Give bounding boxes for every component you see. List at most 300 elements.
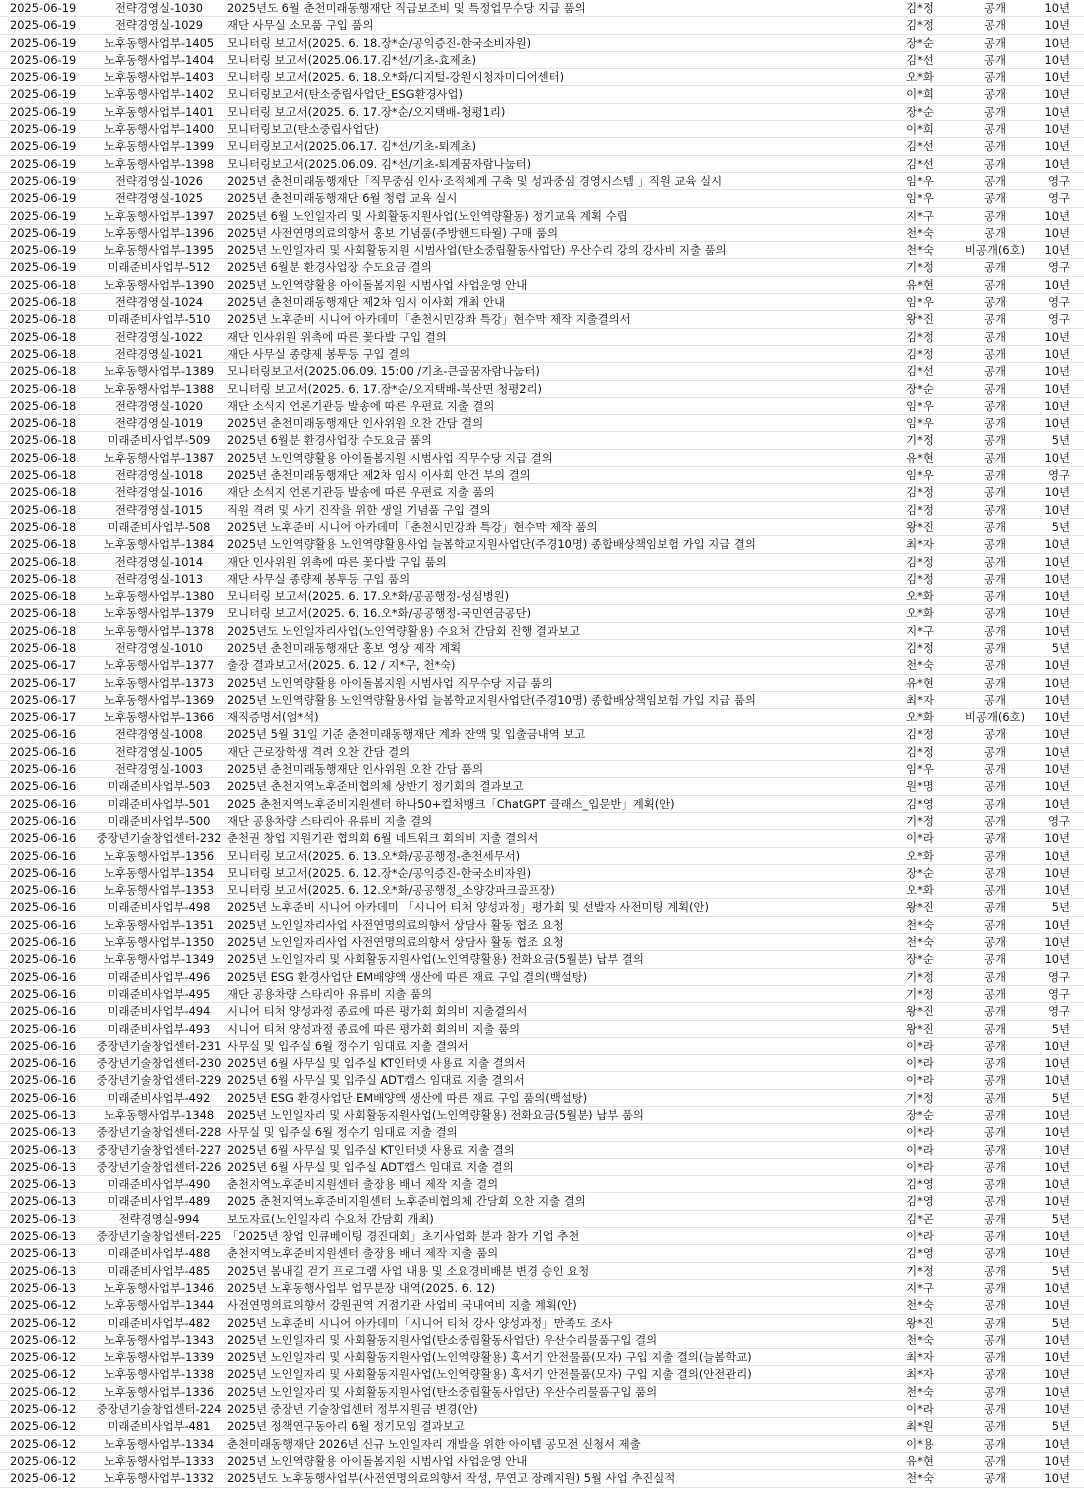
doc-number-cell: 전략경영실-1010 <box>114 640 204 655</box>
title-cell[interactable]: 모니터링 보고서(2025. 6. 16.오*화/공공행정-국민연금공단) <box>227 606 532 621</box>
doc-number-cell: 전략경영실-1022 <box>114 329 204 344</box>
retention-cell: 5년 <box>1051 433 1070 448</box>
title-cell[interactable]: 춘천미래동행재단 2026년 신규 노인일자리 개발을 위한 아이템 공모전 신청서 제출 <box>227 1436 641 1451</box>
doc-number-cell: 노후동행사업부-1378 <box>103 623 215 638</box>
table-row[interactable] <box>0 692 1084 709</box>
table-row[interactable] <box>0 1436 1084 1453</box>
table-row[interactable] <box>0 1401 1084 1418</box>
table-row[interactable] <box>0 1263 1084 1280</box>
retention-cell: 10년 <box>1044 1350 1070 1365</box>
table-row[interactable] <box>0 242 1084 259</box>
date-cell: 2025-06-19 <box>10 139 77 154</box>
table-row[interactable] <box>0 554 1084 571</box>
table-row[interactable] <box>0 778 1084 795</box>
table-row[interactable] <box>0 311 1084 328</box>
title-cell[interactable]: 2025년 노인일자리 및 사회활동지원 시범사업(탄소중립활동사업단) 우산수리 강의 강사비 지출 품의 <box>227 243 727 258</box>
table-row[interactable] <box>0 1107 1084 1124</box>
title-cell[interactable]: 2025년 춘천미래동행재단 인사위원 오찬 간담 결의 <box>227 416 484 431</box>
retention-cell: 10년 <box>1044 831 1070 846</box>
table-row[interactable] <box>0 398 1084 415</box>
table-row[interactable] <box>0 69 1084 86</box>
visibility-cell: 공개 <box>983 1436 1006 1451</box>
table-row[interactable] <box>0 519 1084 536</box>
date-cell: 2025-06-18 <box>10 450 77 465</box>
table-row[interactable] <box>0 0 1084 17</box>
table-row[interactable] <box>0 484 1084 501</box>
title-cell[interactable]: 2025년 노인일자리 및 사회활동지원사업(탄소중립활동사업단) 우산수리물품구입 결의 <box>227 1332 658 1347</box>
title-cell[interactable]: 2025년 노인역량활용 아이돌봄지원 시범사업 직무수당 지급 품의 <box>227 675 553 690</box>
doc-number-cell: 노후동행사업부-1397 <box>103 208 215 223</box>
visibility-cell: 공개 <box>983 658 1006 673</box>
date-cell: 2025-06-16 <box>10 865 77 880</box>
table-row[interactable] <box>0 190 1084 207</box>
visibility-cell: 공개 <box>983 433 1006 448</box>
table-row[interactable] <box>0 744 1084 761</box>
table-row[interactable] <box>0 1418 1084 1435</box>
author-cell: 왕*진 <box>906 900 934 915</box>
title-cell[interactable]: 2025년 노인역량활용 아이돌봄지원 시범사업 사업운영 안내 <box>227 1453 528 1468</box>
retention-cell: 10년 <box>1044 1332 1070 1347</box>
retention-cell: 10년 <box>1044 1246 1070 1261</box>
title-cell[interactable]: 「2025년 창업 인큐베이팅 경진대회」초기사업화 분과 참가 기업 추천 <box>227 1229 580 1244</box>
title-cell[interactable]: 2025년 노후동행사업부 업무분장 내역(2025. 6. 12) <box>227 1280 495 1295</box>
title-cell[interactable]: 보도자료(노인일자리 수요처 간담회 개최) <box>227 1211 434 1226</box>
table-row[interactable] <box>0 588 1084 605</box>
title-cell[interactable]: 2025년 춘천미래동행재단 홍보 영상 제작 계획 <box>227 640 462 655</box>
date-cell: 2025-06-13 <box>10 1194 77 1209</box>
author-cell: 김*정 <box>906 18 934 33</box>
visibility-cell: 공개 <box>983 554 1006 569</box>
retention-cell: 영구 <box>1047 295 1070 310</box>
author-cell: 김*영 <box>906 1177 934 1192</box>
title-cell[interactable]: 2025년 노인일자리 및 사회활동지원사업(노인역량활용) 전화요금(5월분) 납부 품의 <box>227 1108 644 1122</box>
doc-number-cell: 전략경영실-1019 <box>114 416 204 431</box>
table-row[interactable] <box>0 121 1084 138</box>
retention-cell: 영구 <box>1047 260 1070 275</box>
title-cell[interactable]: 2025년 춘천지역노후준비협의체 상반기 정기회의 결과보고 <box>227 779 524 794</box>
title-cell[interactable]: 2025년 6월 사무실 및 입주실 KT인터넷 사용료 지출 결의 <box>227 1142 515 1157</box>
author-cell: 김*정 <box>906 554 934 569</box>
table-row[interactable] <box>0 882 1084 899</box>
title-cell[interactable]: 재단 사무실 종량제 봉투등 구입 결의 <box>227 346 411 361</box>
title-cell[interactable]: 2025 춘천지역노후준비지원센터 노후준비협의체 간담회 오찬 지출 결의 <box>227 1194 586 1209</box>
retention-cell: 10년 <box>1044 1298 1070 1313</box>
title-cell[interactable]: 재단 공용차량 스타리아 유류비 지출 품의 <box>227 986 433 1001</box>
title-cell[interactable]: 2025년 노인역량활용 아이돌봄지원 시범사업 직무수당 지급 결의 <box>227 450 553 465</box>
doc-number-cell: 노후동행사업부-1350 <box>103 935 215 950</box>
table-row[interactable] <box>0 467 1084 484</box>
table-row[interactable] <box>0 1055 1084 1072</box>
table-row[interactable] <box>0 813 1084 830</box>
title-cell[interactable]: 2025년 6월 사무실 및 입주실 ADT캡스 임대료 지출 결의 <box>227 1159 514 1174</box>
visibility-cell: 비공개(6호) <box>964 243 1026 258</box>
table-row[interactable] <box>0 1211 1084 1228</box>
table-row[interactable] <box>0 536 1084 553</box>
table-row[interactable] <box>0 329 1084 346</box>
doc-number-cell: 노후동행사업부-1333 <box>103 1453 215 1468</box>
visibility-cell: 공개 <box>983 346 1006 361</box>
table-row[interactable] <box>0 502 1084 519</box>
date-cell: 2025-06-16 <box>10 813 77 828</box>
table-row[interactable] <box>0 1038 1084 1055</box>
title-cell[interactable]: 2025년 ESG 환경사업단 EM배양액 생산에 따른 재료 구입 품의(백설탕) <box>227 1090 588 1105</box>
visibility-cell: 공개 <box>983 900 1006 915</box>
title-cell[interactable]: 재단 사무실 종량제 봉투등 구입 품의 <box>227 571 411 586</box>
table-row[interactable] <box>0 605 1084 622</box>
table-row[interactable] <box>0 52 1084 69</box>
doc-number-cell: 노후동행사업부-1399 <box>103 139 215 154</box>
table-row[interactable] <box>0 432 1084 449</box>
table-row[interactable] <box>0 709 1084 726</box>
title-cell[interactable]: 재단 공용차량 스타리아 유류비 지출 결의 <box>227 813 433 828</box>
table-row[interactable] <box>0 848 1084 865</box>
visibility-cell: 공개 <box>983 364 1006 379</box>
visibility-cell: 공개 <box>983 1229 1006 1244</box>
title-cell[interactable]: 출장 결과보고서(2025. 6. 12 / 지*구, 천*숙) <box>227 658 456 673</box>
title-cell[interactable]: 직원 격려 및 사기 진작을 위한 생일 기념품 구입 결의 <box>227 502 491 517</box>
table-row[interactable] <box>0 450 1084 467</box>
table-row[interactable] <box>0 86 1084 103</box>
doc-number-cell: 중장년기술창업센터-226 <box>96 1159 222 1174</box>
visibility-cell: 비공개(6호) <box>964 710 1026 725</box>
date-cell: 2025-06-12 <box>10 1402 77 1417</box>
date-cell: 2025-06-19 <box>10 87 77 102</box>
doc-number-cell: 노후동행사업부-1398 <box>103 156 215 171</box>
table-row[interactable] <box>0 1090 1084 1107</box>
date-cell: 2025-06-13 <box>10 1280 77 1295</box>
retention-cell: 10년 <box>1044 1125 1070 1140</box>
author-cell: 오*화 <box>906 710 934 725</box>
retention-cell: 10년 <box>1044 450 1070 465</box>
retention-cell: 10년 <box>1044 865 1070 880</box>
title-cell[interactable]: 2025년 정책연구동아리 6월 정기모임 결과보고 <box>227 1419 465 1434</box>
table-row[interactable] <box>0 1470 1084 1487</box>
date-cell: 2025-06-16 <box>10 986 77 1001</box>
table-row[interactable] <box>0 104 1084 121</box>
retention-cell: 5년 <box>1051 1419 1070 1434</box>
title-cell[interactable]: 춘천지역노후준비지원센터 출장용 배너 제작 지출 결의 <box>227 1177 499 1192</box>
table-row[interactable] <box>0 934 1084 951</box>
retention-cell: 10년 <box>1044 1073 1070 1088</box>
title-cell[interactable]: 모니터링 보고서(2025.06.17.김*선/기초-효제초) <box>227 52 477 67</box>
title-cell[interactable]: 재단 인사위원 위촉에 따른 꽃다발 구입 결의 <box>227 329 447 344</box>
visibility-cell: 공개 <box>983 865 1006 880</box>
title-cell[interactable]: 2025년 노인역량활용 노인역량활용사업 늘봄학교지원사업단(주경10명) 종합배상책임보험 가입 지급 결의 <box>227 537 756 552</box>
doc-number-cell: 노후동행사업부-1369 <box>103 692 215 707</box>
retention-cell: 10년 <box>1044 952 1070 967</box>
title-cell[interactable]: 2025년 춘천미래동행재단 6월 청렴 교육 실시 <box>227 191 458 206</box>
table-row[interactable] <box>0 1280 1084 1297</box>
date-cell: 2025-06-18 <box>10 312 77 327</box>
retention-cell: 10년 <box>1044 1471 1070 1486</box>
retention-cell: 10년 <box>1044 277 1070 292</box>
table-row[interactable] <box>0 1124 1084 1141</box>
table-row[interactable] <box>0 640 1084 657</box>
visibility-cell: 공개 <box>983 1125 1006 1140</box>
date-cell: 2025-06-19 <box>10 191 77 206</box>
table-row[interactable] <box>0 294 1084 311</box>
title-cell[interactable]: 2025년 6월 사무실 및 입주실 ADT캡스 임대료 지출 결의서 <box>227 1073 525 1088</box>
table-row[interactable] <box>0 35 1084 52</box>
date-cell: 2025-06-18 <box>10 519 77 534</box>
title-cell[interactable]: 모니터링 보고서(2025. 6. 12.장*순/공익증진-한국소비자원) <box>227 865 532 880</box>
retention-cell: 5년 <box>1051 519 1070 534</box>
date-cell: 2025-06-12 <box>10 1315 77 1330</box>
title-cell[interactable]: 모니터링보고서(탄소중립사업단_ESG환경사업) <box>227 87 463 102</box>
table-row[interactable] <box>0 571 1084 588</box>
title-cell[interactable]: 2025년 5월 31일 기준 춘천미래동행재단 계좌 잔액 및 입출금내역 보고 <box>227 727 586 742</box>
title-cell[interactable]: 2025년 노인역량활용 노인역량활용사업 늘봄학교지원사업단(주경10명) 종합배상책임보험 가입 지급 품의 <box>227 692 756 707</box>
title-cell[interactable]: 모니터링 보고서(2025. 6. 12.오*화/공공행정_소양강파크골프장) <box>227 883 555 898</box>
table-row[interactable] <box>0 1159 1084 1176</box>
table-row[interactable] <box>0 657 1084 674</box>
title-cell[interactable]: 2025년 노인일자리사업 사전연명의료의향서 상담사 활동 협조 요청 <box>227 935 564 950</box>
date-cell: 2025-06-13 <box>10 1246 77 1261</box>
author-cell: 유*현 <box>906 277 934 292</box>
date-cell: 2025-06-12 <box>10 1453 77 1468</box>
author-cell: 김*선 <box>906 364 934 379</box>
visibility-cell: 공개 <box>983 1142 1006 1157</box>
table-row[interactable] <box>0 1349 1084 1366</box>
retention-cell: 10년 <box>1044 1436 1070 1451</box>
title-cell[interactable]: 2025년 노인역량활용 아이돌봄지원 시범사업 사업운영 안내 <box>227 277 528 292</box>
table-row[interactable] <box>0 346 1084 363</box>
title-cell[interactable]: 2025년 6월분 환경사업장 수도요금 결의 <box>227 260 432 275</box>
table-row[interactable] <box>0 363 1084 380</box>
table-row[interactable] <box>0 1003 1084 1020</box>
table-row[interactable] <box>0 138 1084 155</box>
title-cell[interactable]: 춘천권 창업 지원기관 협의회 6월 네트워크 회의비 지출 결의서 <box>227 831 539 846</box>
date-cell: 2025-06-18 <box>10 364 77 379</box>
visibility-cell: 공개 <box>983 450 1006 465</box>
title-cell[interactable]: 2025년 노인일자리 및 사회활동지원사업(노인역량활용) 혹서기 안전물품(모자) 구입 지출 결의(안전관리) <box>227 1367 752 1382</box>
title-cell[interactable]: 2025년 노인일자리 및 사회활동지원사업(노인역량활용) 전화요금(5월분) 납부 결의 <box>227 952 644 967</box>
title-cell[interactable]: 2025년 사전연명의료의향서 홍보 기념품(주방핸드타월) 구매 품의 <box>227 225 559 240</box>
title-cell[interactable]: 2025년 6월 노인일자리 및 사회활동지원사업(노인역량활동) 정기교육 계획 수립 <box>227 208 628 223</box>
author-cell: 임*우 <box>906 468 934 483</box>
retention-cell: 10년 <box>1044 364 1070 379</box>
title-cell[interactable]: 2025년 노후준비 시니어 아카데미「춘천시민강좌 특강」현수막 제작 품의 <box>227 519 598 534</box>
table-row[interactable] <box>0 208 1084 225</box>
doc-number-cell: 미래준비사업부-509 <box>107 433 211 448</box>
retention-cell: 10년 <box>1044 796 1070 811</box>
doc-number-cell: 미래준비사업부-488 <box>107 1246 211 1261</box>
table-row[interactable] <box>0 675 1084 692</box>
author-cell: 김*정 <box>906 502 934 517</box>
author-cell: 천*숙 <box>906 225 934 240</box>
doc-number-cell: 노후동행사업부-1396 <box>103 225 215 240</box>
table-row[interactable] <box>0 1315 1084 1332</box>
title-cell[interactable]: 2025년 중장년 기술창업센터 정부지원금 변경(안) <box>227 1402 478 1417</box>
date-cell: 2025-06-16 <box>10 1021 77 1036</box>
title-cell[interactable]: 춘천지역노후준비지원센터 출장용 배너 제작 지출 품의 <box>227 1246 499 1261</box>
doc-number-cell: 미래준비사업부-498 <box>107 900 211 915</box>
table-row[interactable] <box>0 986 1084 1003</box>
title-cell[interactable]: 2025년 노인일자리사업 사전연명의료의향서 상담사 활동 협조 요청 <box>227 917 564 932</box>
table-row[interactable] <box>0 1021 1084 1038</box>
title-cell[interactable]: 2025년 노인일자리 및 사회활동지원사업(탄소중립활동사업단) 우산수리물품구입 품의 <box>227 1384 658 1399</box>
title-cell[interactable]: 2025년 춘천미래동행재단 제2차 임시 이사회 개최 안내 <box>227 295 506 310</box>
table-row[interactable] <box>0 1072 1084 1089</box>
table-row[interactable] <box>0 951 1084 968</box>
title-cell[interactable]: 모니터링 보고서(2025. 6. 13.오*화/공공행정-춘천세무서) <box>227 848 521 863</box>
table-row[interactable] <box>0 865 1084 882</box>
title-cell[interactable]: 2025 춘천지역노후준비지원센터 하나50+컬처뱅크「ChatGPT 클래스_입문반」계획(안) <box>227 796 675 811</box>
date-cell: 2025-06-13 <box>10 1263 77 1278</box>
table-row[interactable] <box>0 1245 1084 1262</box>
doc-number-cell: 미래준비사업부-489 <box>107 1194 211 1209</box>
retention-cell: 10년 <box>1044 935 1070 950</box>
doc-number-cell: 미래준비사업부-481 <box>107 1419 211 1434</box>
table-row[interactable] <box>0 726 1084 743</box>
table-row[interactable] <box>0 1142 1084 1159</box>
title-cell[interactable]: 재단 사무실 소모품 구입 품의 <box>227 18 374 33</box>
title-cell[interactable]: 2025년 6월분 환경사업장 수도요금 품의 <box>227 433 432 448</box>
retention-cell: 10년 <box>1044 52 1070 67</box>
author-cell: 이*희 <box>906 87 934 102</box>
table-row[interactable] <box>0 917 1084 934</box>
title-cell[interactable]: 모니터링보고(탄소중립사업단) <box>227 122 379 137</box>
title-cell[interactable]: 모니터링 보고서(2025. 6. 18.오*화/디지털-강원시청자미디어센터) <box>227 70 565 85</box>
table-row[interactable] <box>0 225 1084 242</box>
author-cell: 최*원 <box>906 1419 934 1434</box>
title-cell[interactable]: 모니터링 보고서(2025. 6. 18.장*순/공익증진-한국소비자원) <box>227 35 532 50</box>
table-row[interactable] <box>0 899 1084 916</box>
doc-number-cell: 미래준비사업부-495 <box>107 986 211 1001</box>
title-cell[interactable]: 2025년 노후준비 시니어 아카데미「춘천시민강좌 특강」현수막 제작 지출결의서 <box>227 312 631 327</box>
author-cell: 임*우 <box>906 762 934 777</box>
table-row[interactable] <box>0 17 1084 34</box>
date-cell: 2025-06-17 <box>10 658 77 673</box>
date-cell: 2025-06-19 <box>10 260 77 275</box>
table-row[interactable] <box>0 156 1084 173</box>
doc-number-cell: 전략경영실-1018 <box>114 468 204 483</box>
title-cell[interactable]: 모니터링 보고서(2025. 6. 17.오*화/공공행정-성심병원) <box>227 589 510 604</box>
doc-number-cell: 노후동행사업부-1402 <box>103 87 215 102</box>
retention-cell: 10년 <box>1044 1038 1070 1053</box>
doc-number-cell: 노후동행사업부-1401 <box>103 104 215 119</box>
doc-number-cell: 미래준비사업부-501 <box>107 796 211 811</box>
visibility-cell: 공개 <box>983 122 1006 137</box>
title-cell[interactable]: 모니터링 보고서(2025. 6. 17.장*순/오지택배-북산면 청평2리) <box>227 381 542 396</box>
table-row[interactable] <box>0 1228 1084 1245</box>
visibility-cell: 공개 <box>983 1315 1006 1330</box>
date-cell: 2025-06-16 <box>10 1038 77 1053</box>
visibility-cell: 공개 <box>983 1246 1006 1261</box>
author-cell: 장*순 <box>906 381 934 396</box>
author-cell: 지*구 <box>906 1280 934 1295</box>
date-cell: 2025-06-13 <box>10 1229 77 1244</box>
doc-number-cell: 중장년기술창업센터-227 <box>96 1142 222 1157</box>
title-cell[interactable]: 사무실 및 입주실 6월 정수기 임대료 지출 결의 <box>227 1125 458 1140</box>
table-row[interactable] <box>0 796 1084 813</box>
visibility-cell: 공개 <box>983 1073 1006 1088</box>
date-cell: 2025-06-16 <box>10 1073 77 1088</box>
table-row[interactable] <box>0 173 1084 190</box>
date-cell: 2025-06-16 <box>10 796 77 811</box>
table-row[interactable] <box>0 1297 1084 1314</box>
title-cell[interactable]: 2025년 ESG 환경사업단 EM배양액 생산에 따른 재료 구입 결의(백설탕) <box>227 969 588 984</box>
table-row[interactable] <box>0 381 1084 398</box>
author-cell: 왕*진 <box>906 1004 934 1019</box>
visibility-cell: 공개 <box>983 848 1006 863</box>
table-row[interactable] <box>0 277 1084 294</box>
title-cell[interactable]: 2025년 춘천미래동행재단 인사위원 오찬 간담 품의 <box>227 762 484 777</box>
doc-number-cell: 미래준비사업부-503 <box>107 779 211 794</box>
title-cell[interactable]: 시니어 티처 양성과정 종료에 따른 평가회 회의비 지출 품의 <box>227 1021 521 1036</box>
author-cell: 임*우 <box>906 191 934 206</box>
table-row[interactable] <box>0 830 1084 847</box>
table-row[interactable] <box>0 1332 1084 1349</box>
title-cell[interactable]: 사전연명의료의향서 강원권역 거점기관 사업비 국내여비 지출 계획(안) <box>227 1298 577 1313</box>
table-row[interactable] <box>0 1453 1084 1470</box>
title-cell[interactable]: 2025년 노후준비 시니어 아카데미 「시니어 티처 양성과정」평가회 및 선발자 사전미팅 계획(안) <box>227 900 709 915</box>
title-cell[interactable]: 2025년도 6월 춘천미래동행재단 직급보조비 및 특정업무수당 지급 품의 <box>227 1 586 15</box>
author-cell: 기*정 <box>906 1263 934 1278</box>
title-cell[interactable]: 2025년 노인일자리 및 사회활동지원사업(노인역량활용) 혹서기 안전물품(모자) 구입 지출 결의(늘봄학교) <box>227 1350 752 1365</box>
table-row[interactable] <box>0 259 1084 276</box>
visibility-cell: 공개 <box>983 589 1006 604</box>
visibility-cell: 공개 <box>983 1194 1006 1209</box>
table-row[interactable] <box>0 969 1084 986</box>
table-row[interactable] <box>0 1176 1084 1193</box>
author-cell: 기*정 <box>906 1090 934 1105</box>
retention-cell: 10년 <box>1044 883 1070 898</box>
title-cell[interactable]: 2025년 노후준비 시니어 아카데미「시니어 티처 강사 양성과정」만족도 조사 <box>227 1315 613 1330</box>
title-cell[interactable]: 모니터링보고서(2025.06.09. 15:00 /기초-큰골꿈자람나눔터) <box>227 364 540 379</box>
date-cell: 2025-06-18 <box>10 623 77 638</box>
table-row[interactable] <box>0 1384 1084 1401</box>
table-row[interactable] <box>0 415 1084 432</box>
title-cell[interactable]: 2025년 춘천미래동행재단 제2차 임시 이사회 안건 부의 결의 <box>227 468 531 483</box>
date-cell: 2025-06-16 <box>10 779 77 794</box>
table-row[interactable] <box>0 761 1084 778</box>
date-cell: 2025-06-16 <box>10 848 77 863</box>
title-cell[interactable]: 재단 인사위원 위촉에 따른 꽃다발 구입 품의 <box>227 554 447 569</box>
title-cell[interactable]: 재단 소식지 언론기관등 발송에 따른 우편료 지출 결의 <box>227 398 495 413</box>
title-cell[interactable]: 시니어 티처 양성과정 종료에 따른 평가회 회의비 지출결의서 <box>227 1004 528 1019</box>
title-cell[interactable]: 사무실 및 입주실 6월 정수기 임대료 지출 결의서 <box>227 1038 469 1053</box>
author-cell: 장*순 <box>906 865 934 880</box>
table-row[interactable] <box>0 623 1084 640</box>
title-cell[interactable]: 모니터링보고서(2025.06.17. 김*선/기초-퇴계초) <box>227 139 477 154</box>
author-cell: 오*화 <box>906 848 934 863</box>
retention-cell: 10년 <box>1044 537 1070 552</box>
visibility-cell: 공개 <box>983 1 1006 15</box>
title-cell[interactable]: 2025년도 노후동행사업부(사전연명의료의향서 작성, 무연고 장례지원) 5월 사업 추진실적 <box>227 1471 676 1486</box>
visibility-cell: 공개 <box>983 1159 1006 1174</box>
visibility-cell: 공개 <box>983 1350 1006 1365</box>
title-cell[interactable]: 2025년 춘천미래동행재단「직무중심 인사·조직체계 구축 및 성과중심 경영시스템 」직원 교육 실시 <box>227 173 723 188</box>
title-cell[interactable]: 재직증명서(엄*석) <box>227 710 319 725</box>
table-row[interactable] <box>0 1193 1084 1210</box>
table-row[interactable] <box>0 1366 1084 1383</box>
visibility-cell: 공개 <box>983 1384 1006 1399</box>
retention-cell: 10년 <box>1044 606 1070 621</box>
title-cell[interactable]: 모니터링 보고서(2025. 6. 17.장*순/오지택배-청평1리) <box>227 104 506 119</box>
author-cell: 이*용 <box>906 1436 934 1451</box>
title-cell[interactable]: 2025년도 노인일자리사업(노인역량활용) 수요처 간담회 진행 결과보고 <box>227 623 581 638</box>
title-cell[interactable]: 모니터링보고서(2025.06.09. 김*선/기초-퇴계꿈자람나눔터) <box>227 156 532 171</box>
date-cell: 2025-06-16 <box>10 952 77 967</box>
title-cell[interactable]: 2025년 6월 사무실 및 입주실 KT인터넷 사용료 지출 결의서 <box>227 1056 526 1071</box>
title-cell[interactable]: 재단 소식지 언론기관등 발송에 따른 우편료 지출 품의 <box>227 485 495 500</box>
author-cell: 왕*진 <box>906 1315 934 1330</box>
visibility-cell: 공개 <box>983 468 1006 483</box>
author-cell: 기*정 <box>906 433 934 448</box>
title-cell[interactable]: 2025년 봄내길 걷기 프로그램 사업 내용 및 소요경비배분 변경 승인 요청 <box>227 1263 590 1278</box>
title-cell[interactable]: 재단 근로장학생 격려 오찬 간담 결의 <box>227 744 411 759</box>
